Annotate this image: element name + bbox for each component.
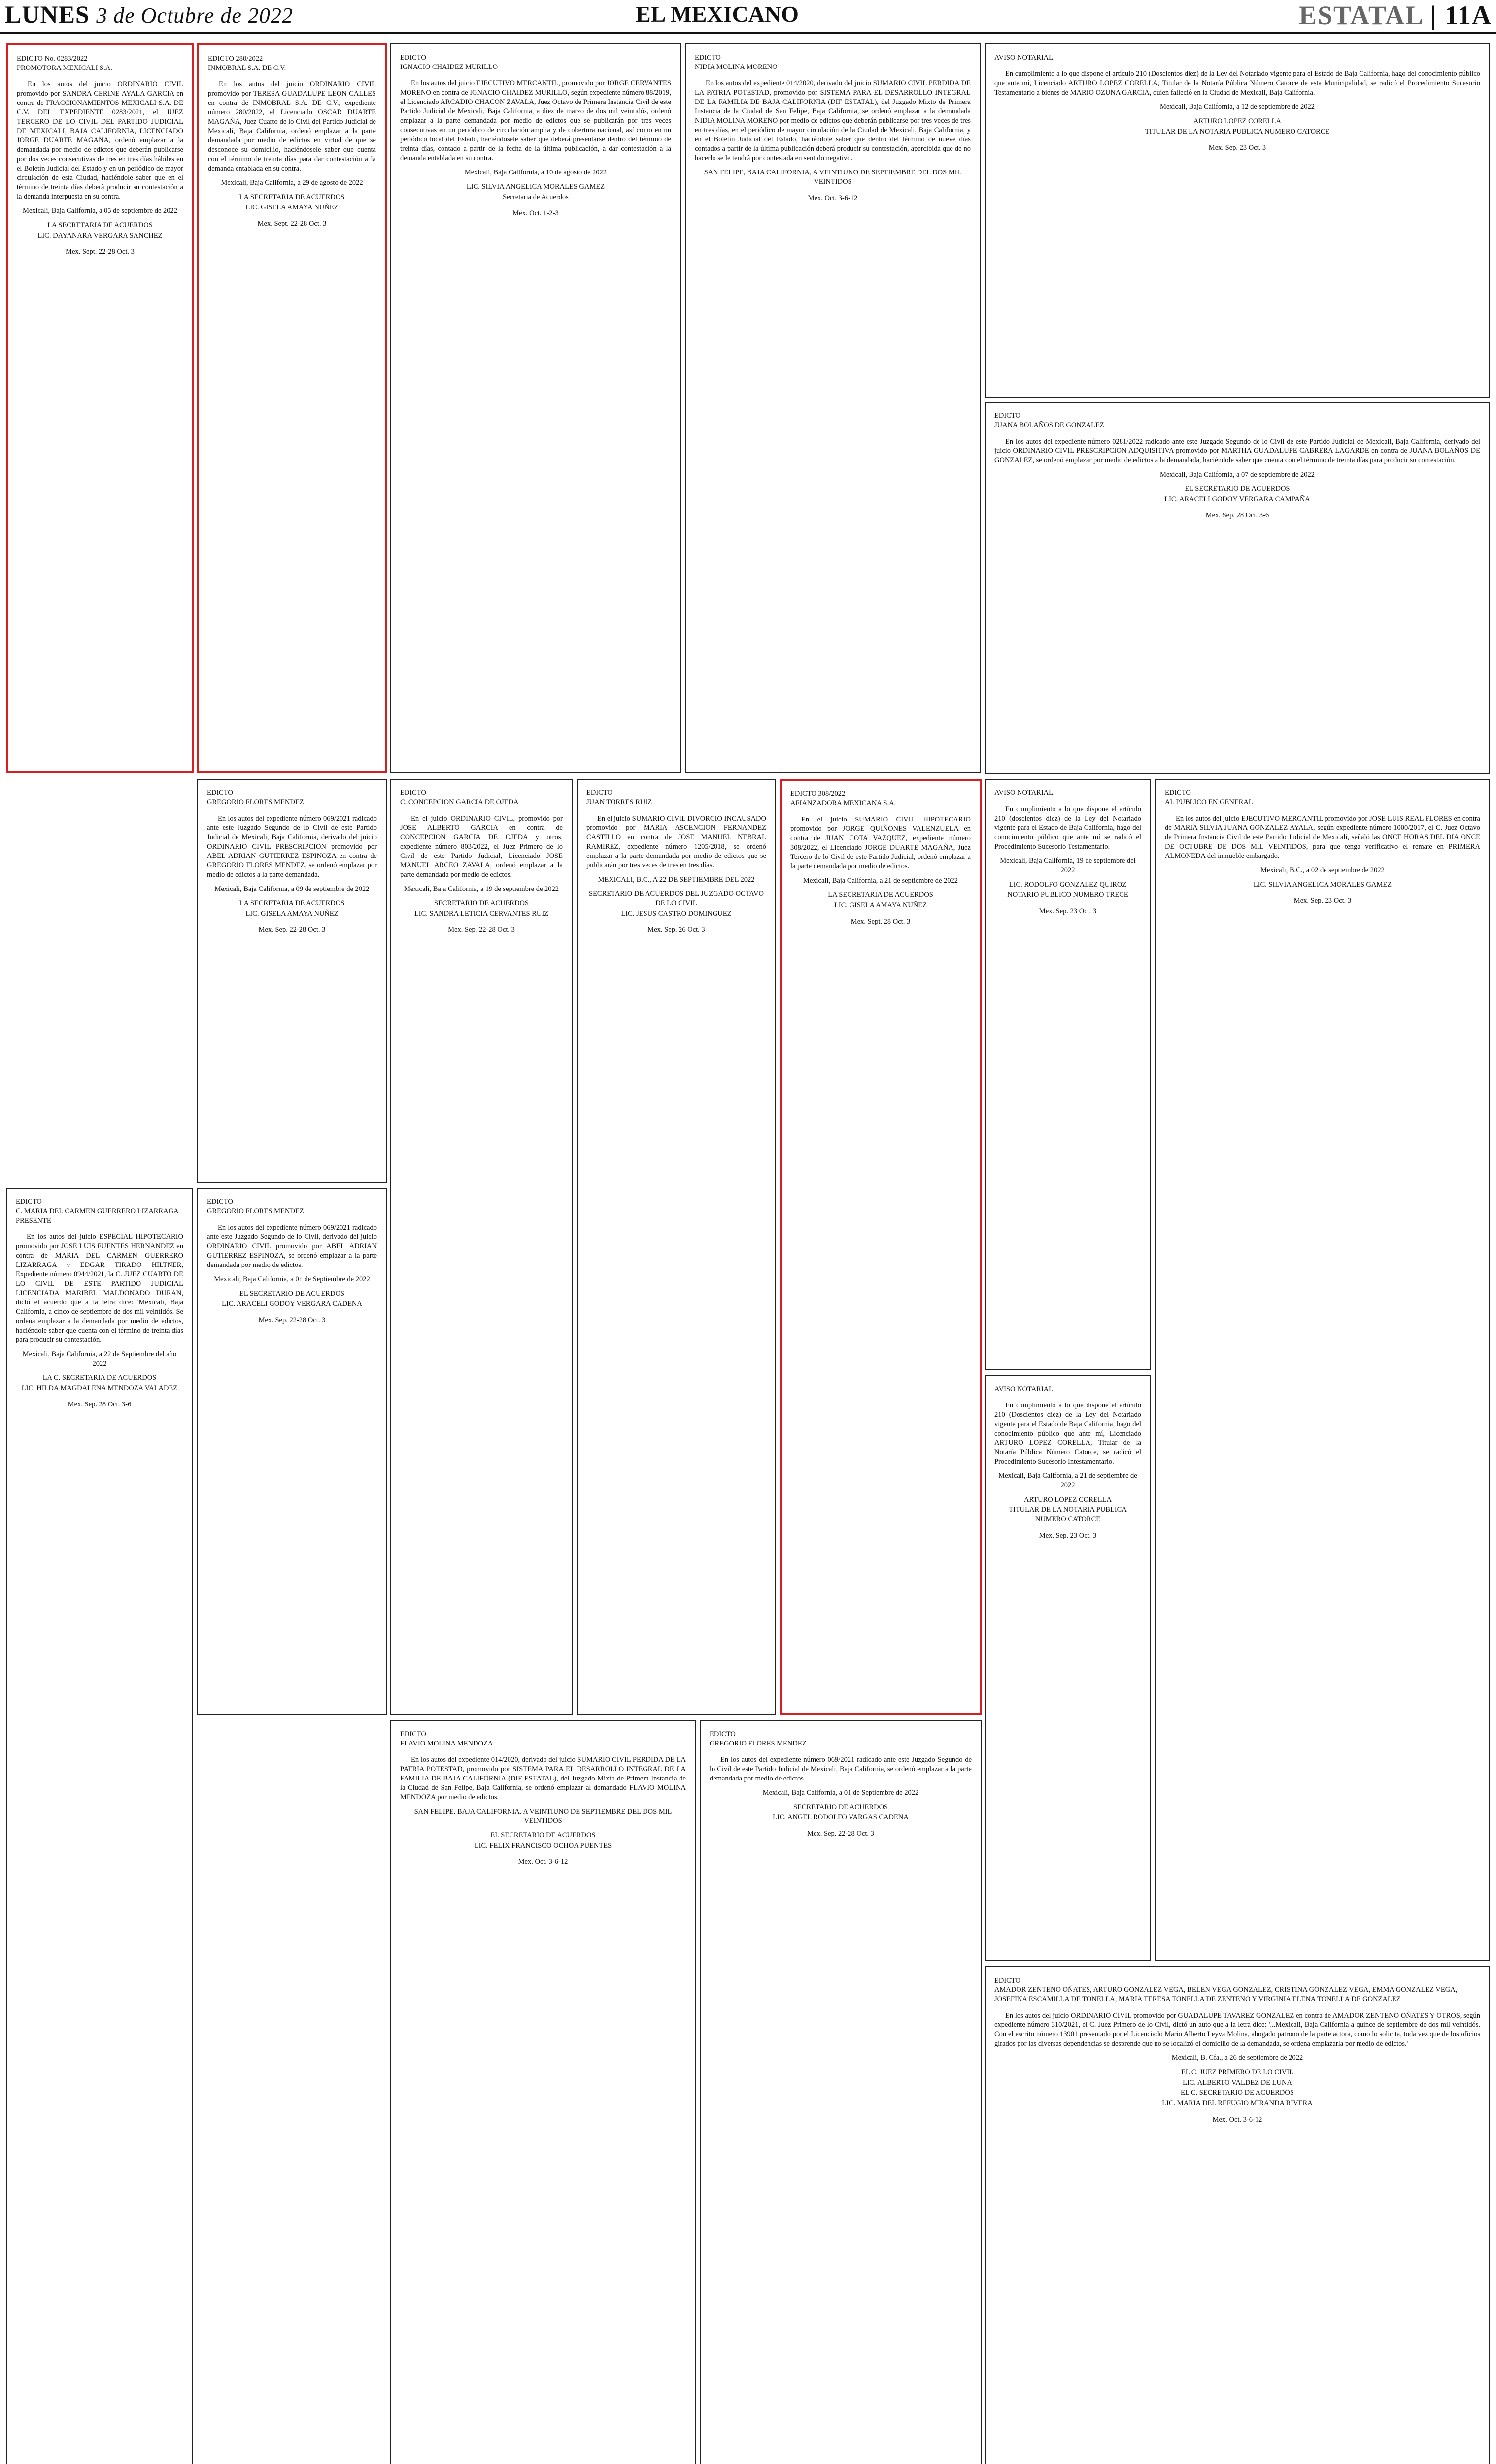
notice-heading bbox=[400, 1730, 686, 1748]
notice-heading-line: GREGORIO FLORES MENDEZ bbox=[207, 1207, 304, 1215]
notice-heading-line: EDICTO No. 0283/2022 bbox=[17, 55, 88, 63]
notice-heading bbox=[994, 788, 1141, 798]
masthead-section-name: ESTATAL bbox=[1298, 0, 1423, 30]
notice-heading-line: C. CONCEPCION GARCIA DE OJEDA bbox=[400, 798, 519, 806]
notice-body-paragraph: En cumplimiento a lo que dispone el artículo 210 (doscientos diez) de la Ley del Notariado vigente para el Estado de Baja California, hago del conocimiento público que ante mí se radicó el Procedimiento Sucesorio Testamentario. bbox=[994, 805, 1141, 851]
notice-signature-line: LIC. GISELA AMAYA NUÑEZ bbox=[245, 910, 339, 918]
notice-signature-line: LA SECRETARIA DE ACUERDOS bbox=[239, 193, 345, 201]
notice-heading bbox=[17, 54, 183, 73]
notice-heading bbox=[16, 1198, 183, 1226]
notice-place-date: Mexicali, Baja California, a 09 de septiembre de 2022 bbox=[214, 885, 370, 893]
notice-heading-line: EDICTO bbox=[400, 54, 426, 62]
legal-notice bbox=[390, 779, 573, 1715]
notice-heading-line: EDICTO 280/2022 bbox=[208, 55, 263, 63]
notice-heading-line: AFIANZADORA MEXICANA S.A. bbox=[790, 799, 896, 807]
notice-publication-ref: Mex. Sep. 23 Oct. 3 bbox=[1293, 897, 1352, 905]
legal-notice bbox=[1155, 779, 1490, 1961]
legal-notice bbox=[700, 1720, 982, 2464]
notice-heading-line: AL PUBLICO EN GENERAL bbox=[1165, 798, 1253, 806]
notice-heading-line: AMADOR ZENTENO OÑATES, ARTURO GONZALEZ VEGA, BELEN VEGA GONZALEZ, CRISTINA GONZALEZ VEGA, EMMA GONZALEZ VEGA, JOSEFINA ESCAMILLA DE TONELLA, MARIA TERESA TONELLA DE ZENTENO Y VIRGINIA ELENA TONELLA DE GONZALEZ bbox=[994, 1986, 1458, 2003]
notice-heading-line: EDICTO bbox=[994, 412, 1020, 420]
masthead-date bbox=[5, 0, 293, 29]
notice-body-paragraph: En los autos del expediente número 0281/2022 radicado ante este Juzgado Segundo de lo Civil de este Partido Judicial de Mexicali, Baja California, derivado del juicio ORDINARIO CIVIL PRESCRIPCION ADQUISITIVA promovido por MARTHA GUADALUPE CABRERA LAGARDE en contra de JUANA BOLAÑOS DE GONZALEZ, se ordenó emplazar por medio de edictos a la demandada, haciéndole saber que cuenta con el término de treinta días para producir su contestación. bbox=[994, 438, 1480, 464]
notice-heading bbox=[710, 1730, 972, 1748]
notice-body-paragraph: En los autos del juicio EJECUTIVO MERCANTIL, promovido por JORGE CERVANTES MORENO en contra de IGNACIO CHAIDEZ MURILLO, según expediente número 88/2019, el Licenciado ARCADIO CHACON ZAVALA, Juez Octavo de Primera Instancia Civil de este Partido Judicial de Mexicali, Baja California, a diez de marzo de dos mil veintidós, ordenó emplazar a la parte demandada por medio de edictos que se publicarán por tres veces consecutivas en un periódico de circulación amplia y de cobertura nacional, así como en un periódico local del Estado, haciéndosele saber que deberá presentarse dentro del término de treinta días, contado a partir de la fecha de la última publicación, a dar contestación a la demanda entablada en su contra. bbox=[400, 79, 671, 162]
legal-notice bbox=[985, 43, 1490, 398]
legal-notice bbox=[985, 779, 1151, 1370]
notice-publication-ref: Mex. Sep. 23 Oct. 3 bbox=[1208, 144, 1266, 152]
notice-signature-line: LIC. HILDA MAGDALENA MENDOZA VALADEZ bbox=[21, 1384, 178, 1392]
notice-heading-line: EDICTO bbox=[710, 1730, 736, 1738]
notice-body-paragraph: En cumplimiento a lo que dispone el artículo 210 (Doscientos diez) de la Ley del Notariado vigente para el Estado de Baja California, hago del conocimiento público que ante mí, Licenciado ARTURO LOPEZ CORELLA, Titular de la Notaría Pública Número Catorce, se radicó el Procedimiento Sucesorio Intestamentario. bbox=[994, 1402, 1141, 1466]
notice-body-paragraph: En los autos del expediente número 069/2021 radicado ante este Juzgado Segundo de lo Civil, derivado del juicio ORDINARIO CIVIL promovido por ABEL ADRIAN GUTIERREZ ESPINOZA, se ordenó emplazar a la parte demandada por medio de edictos. bbox=[207, 1224, 377, 1269]
notice-signature-line: LIC. JESUS CASTRO DOMINGUEZ bbox=[621, 910, 732, 918]
notice-heading-line: EDICTO bbox=[586, 789, 612, 797]
notice-heading-line: IGNACIO CHAIDEZ MURILLO bbox=[400, 63, 498, 71]
notice-signature-line: SECRETARIO DE ACUERDOS bbox=[793, 1803, 888, 1811]
legal-notice bbox=[197, 43, 387, 773]
notice-heading bbox=[790, 789, 971, 808]
notice-signature-line: LA C. SECRETARIA DE ACUERDOS bbox=[42, 1374, 157, 1382]
notice-place-date: MEXICALI, B.C., A 22 DE SEPTIEMBRE DEL 2022 bbox=[598, 876, 755, 884]
notice-heading bbox=[207, 1198, 377, 1216]
notice-heading-line: EDICTO bbox=[207, 789, 233, 797]
masthead-page-number: 11A bbox=[1444, 0, 1492, 30]
notice-signature-line: LIC. MARIA DEL REFUGIO MIRANDA RIVERA bbox=[1162, 2099, 1313, 2107]
notice-signature-line: LIC. FELIX FRANCISCO OCHOA PUENTES bbox=[474, 1842, 612, 1849]
notice-publication-ref: Mex. Oct. 1-2-3 bbox=[512, 209, 559, 217]
notice-publication-ref: Mex. Sep. 22-28 Oct. 3 bbox=[258, 926, 326, 934]
notice-signature-line: EL SECRETARIO DE ACUERDOS bbox=[239, 1290, 344, 1298]
masthead-rule bbox=[0, 32, 1496, 34]
legal-notice bbox=[6, 1188, 193, 2464]
legal-notice bbox=[6, 43, 194, 773]
notice-signature-line: ARTURO LOPEZ CORELLA bbox=[1193, 117, 1281, 125]
notice-signature-line: ARTURO LOPEZ CORELLA bbox=[1024, 1496, 1112, 1504]
notice-signature-line: LIC. ARACELI GODOY VERGARA CADENA bbox=[222, 1300, 362, 1308]
notice-heading bbox=[400, 53, 671, 72]
notice-heading-line: NIDIA MOLINA MORENO bbox=[695, 63, 778, 71]
notice-signature-line: LIC. ANGEL RODOLFO VARGAS CADENA bbox=[773, 1814, 909, 1821]
notice-heading-line: GREGORIO FLORES MENDEZ bbox=[207, 798, 304, 806]
notice-heading-line: PROMOTORA MEXICALI S.A. bbox=[17, 64, 112, 72]
notice-body-paragraph: En los autos del juicio ESPECIAL HIPOTECARIO promovido por JOSE LUIS FUENTES HERNANDEZ en contra de MARIA DEL CARMEN GUERRERO LIZARRAGA y EDGAR TIRADO HILTNER, Expediente número 0944/2021, la C. JUEZ CUARTO DE LO CIVIL DE ESTE PARTIDO JUDICIAL LICENCIADA MARIBEL MALDONADO DURAN, dictó el acuerdo que a la letra dice: 'Mexicali, Baja California, a cinco de septiembre de dos mil veintidós. Se ordena emplazar a la demandada por medio de edictos, haciéndole saber que cuenta con el término de treinta días para producir su contestación.' bbox=[16, 1233, 183, 1344]
notice-heading-line: AVISO NOTARIAL bbox=[994, 789, 1054, 797]
notice-signature-line: EL C. SECRETARIO DE ACUERDOS bbox=[1181, 2089, 1294, 2097]
notice-heading bbox=[400, 788, 563, 807]
notice-place-date: Mexicali, Baja California, a 22 de Septiembre del año 2022 bbox=[22, 1350, 177, 1368]
notice-signature-line: SECRETARIO DE ACUERDOS bbox=[434, 899, 529, 907]
notice-publication-ref: Mex. Oct. 3-6-12 bbox=[808, 194, 858, 202]
notice-place-date: Mexicali, Baja California, a 29 de agosto de 2022 bbox=[221, 179, 363, 187]
notice-signature-line: NOTARIO PUBLICO NUMERO TRECE bbox=[1007, 891, 1128, 899]
notice-signature-line: EL SECRETARIO DE ACUERDOS bbox=[490, 1831, 596, 1839]
masthead-date-text: 3 de Octubre de 2022 bbox=[96, 3, 293, 28]
notice-heading-line: EDICTO bbox=[207, 1198, 233, 1206]
notice-heading-line: AVISO NOTARIAL bbox=[994, 1385, 1054, 1393]
notice-place-date: Mexicali, Baja California, a 21 de septiembre de 2022 bbox=[998, 1472, 1137, 1489]
notice-heading bbox=[207, 788, 377, 807]
notice-publication-ref: Mex. Sep. 28 Oct. 3-6 bbox=[1205, 512, 1269, 519]
legal-notice bbox=[985, 1966, 1490, 2464]
notice-heading bbox=[586, 788, 766, 807]
notice-publication-ref: Mex. Sep. 22-28 Oct. 3 bbox=[448, 926, 515, 934]
notice-publication-ref: Mex. Sep. 22-28 Oct. 3 bbox=[258, 1316, 326, 1324]
masthead-paper-name: EL MEXICANO bbox=[636, 1, 799, 27]
notice-place-date: Mexicali, Baja California, a 12 de septiembre de 2022 bbox=[1159, 103, 1315, 111]
notice-heading bbox=[994, 53, 1480, 63]
notice-heading-line: EDICTO bbox=[16, 1198, 42, 1206]
notice-signature-line: TITULAR DE LA NOTARIA PUBLICA NUMERO CATORCE bbox=[1009, 1506, 1127, 1523]
notice-publication-ref: Mex. Oct. 3-6-12 bbox=[518, 1858, 568, 1866]
notice-signature-line: LIC. GISELA AMAYA NUÑEZ bbox=[245, 204, 339, 211]
notice-heading bbox=[695, 53, 971, 72]
legal-notice bbox=[390, 1720, 696, 2464]
notice-heading bbox=[1165, 788, 1480, 807]
notice-signature-line: LA SECRETARIA DE ACUERDOS bbox=[47, 221, 153, 229]
notice-publication-ref: Mex. Sep. 23 Oct. 3 bbox=[1039, 907, 1097, 915]
notice-signature-line: LA SECRETARIA DE ACUERDOS bbox=[828, 891, 933, 899]
notice-body-paragraph: En el juicio ORDINARIO CIVIL, promovido por JOSE ALBERTO GARCIA en contra de CONCEPCION GARCIA DE OJEDA y otros, expediente número 803/2022, el Juez Primero de lo Civil de este Partido Judicial, Licenciado JOSE MANUEL ARCEO ZAVALA, ordenó emplazar a la parte demandada por medio de edictos. bbox=[400, 815, 563, 879]
notice-heading-line: EDICTO bbox=[994, 1977, 1020, 1985]
notice-publication-ref: Mex. Sept. 22-28 Oct. 3 bbox=[257, 220, 327, 228]
notice-signature-line: LIC. SILVIA ANGELICA MORALES GAMEZ bbox=[1253, 881, 1392, 889]
masthead-section: ESTATAL | 11A bbox=[1298, 0, 1492, 30]
notice-body-paragraph: En los autos del expediente 014/2020, derivado del juicio SUMARIO CIVIL PERDIDA DE LA PATRIA POTESTAD, promovido por SISTEMA PARA EL DESARROLLO INTEGRAL DE LA FAMILIA DE BAJA CALIFORNIA (DIF ESTATAL), del Juzgado Mixto de Primera Instancia de la Ciudad de San Felipe, Baja California, se ordenó emplazar a la demandada NIDIA MOLINA MORENO por medio de edictos que deberán publicarse por tres veces de tres en tres días, en el periódico de mayor circulación de la Ciudad de Mexicali, Baja California, y en el Boletín Judicial del Estado, haciéndole saber que dentro del término de nueve días contados a partir de la última publicación deberá producir su contestación, apercibida que de no hacerlo se le tendrá por contestada en sentido negativo. bbox=[695, 79, 971, 162]
notice-place-date: SAN FELIPE, BAJA CALIFORNIA, A VEINTIUNO DE SEPTIEMBRE DEL DOS MIL VEINTIDOS bbox=[414, 1808, 672, 1825]
notice-signature-line: LIC. DAYANARA VERGARA SANCHEZ bbox=[37, 232, 163, 240]
notice-heading-line: GREGORIO FLORES MENDEZ bbox=[710, 1740, 807, 1747]
notice-place-date: Mexicali, Baja California, 19 de septiembre del 2022 bbox=[1000, 857, 1136, 874]
notice-place-date: SAN FELIPE, BAJA CALIFORNIA, A VEINTIUNO DE SEPTIEMBRE DEL DOS MIL VEINTIDOS bbox=[704, 169, 962, 186]
notice-body-paragraph: En los autos del expediente número 069/2021 radicado ante este Juzgado Segundo de lo Civil de este Partido Judicial de Mexicali, Baja California, derivado del juicio ORDINARIO CIVIL PRESCRIPCION promovido por ABEL ADRIAN GUTIERREZ ESPINOZA en contra de GREGORIO FLORES MENDEZ, se ordenó emplazar por medio de edictos a la parte demandada. bbox=[207, 815, 377, 879]
notice-heading-line: PRESENTE bbox=[16, 1217, 51, 1225]
notice-body-paragraph: En los autos del juicio ORDINARIO CIVIL promovido por SANDRA CERINE AYALA GARCIA en contra de FRACCIONAMIENTOS MEXICALI S.A. DE C.V. DEL EXPEDIENTE 0283/2021, el JUEZ TERCERO DE LO CIVIL DEL PARTIDO JUDICIAL DE MEXICALI, BAJA CALIFORNIA, LICENCIADO JORGE DUARTE MAGAÑA, ordenó emplazar a la demandada por medio de edictos que deberán publicarse por dos veces consecutivas de tres en tres días hábiles en el Boletín Judicial del Estado y en un periódico de mayor circulación de esta Ciudad, haciéndole saber que en el término de treinta días deberá producir su contestación a la demanda interpuesta en su contra. bbox=[17, 80, 183, 201]
notice-signature-line: SECRETARIO DE ACUERDOS DEL JUZGADO OCTAVO DE LO CIVIL bbox=[589, 890, 764, 907]
notice-publication-ref: Mex. Sept. 28 Oct. 3 bbox=[850, 918, 911, 925]
notice-body-paragraph: En el juicio SUMARIO CIVIL DIVORCIO INCAUSADO promovido por MARIA ASCENCION FERNANDEZ CASTILLO en contra de JOSE MANUEL NEBRAL RAMIREZ, expediente número 1205/2018, se ordenó emplazar a la parte demandada por medio de edictos que se publicarán por tres veces de tres en tres días. bbox=[586, 815, 766, 869]
legal-notice bbox=[390, 43, 681, 773]
notice-signature-line: LA SECRETARIA DE ACUERDOS bbox=[239, 899, 345, 907]
notice-signature-line: LIC. SANDRA LETICIA CERVANTES RUIZ bbox=[414, 910, 549, 918]
legal-notice bbox=[985, 402, 1490, 774]
notice-heading-line: JUANA BOLAÑOS DE GONZALEZ bbox=[994, 421, 1104, 429]
notice-heading bbox=[994, 1976, 1480, 2004]
masthead bbox=[0, 0, 1496, 30]
notice-signature-line: LIC. SILVIA ANGELICA MORALES GAMEZ bbox=[466, 183, 605, 191]
notice-heading-line: FLAVIO MOLINA MENDOZA bbox=[400, 1740, 493, 1747]
notice-signature-line: LIC. RODOLFO GONZALEZ QUIROZ bbox=[1009, 881, 1127, 889]
notice-heading-line: INMOBRAL S.A. DE C.V. bbox=[208, 64, 286, 72]
notice-signature-line: LIC. ARACELI GODOY VERGARA CAMPAÑA bbox=[1164, 495, 1310, 503]
notice-heading bbox=[208, 54, 376, 73]
notice-publication-ref: Mex. Sep. 23 Oct. 3 bbox=[1039, 1532, 1097, 1540]
notice-heading-line: EDICTO bbox=[400, 789, 426, 797]
notice-place-date: Mexicali, Baja California, a 19 de septiembre de 2022 bbox=[404, 885, 559, 893]
notice-body-paragraph: En el juicio SUMARIO CIVIL HIPOTECARIO promovido por JORGE QUIÑONES VALENZUELA en contra de JUAN COTA VAZQUEZ, expediente número 308/2022, el Licenciado JORGE DUARTE MAGAÑA, Juez Tercero de lo Civil de este Partido Judicial, ordenó emplazar a la parte demandada por medio de edictos. bbox=[790, 816, 971, 870]
notice-body-paragraph: En los autos del expediente 014/2020, derivado del juicio SUMARIO CIVIL PERDIDA DE LA PATRIA POTESTAD, promovido por SISTEMA PARA EL DESARROLLO INTEGRAL DE LA FAMILIA DE BAJA CALIFORNIA (DIF ESTATAL), del Juzgado Mixto de Primera Instancia de la Ciudad de San Felipe, Baja California, se ordenó emplazar al demandado FLAVIO MOLINA MENDOZA por medio de edictos. bbox=[400, 1756, 686, 1801]
notice-heading-line: C. MARIA DEL CARMEN GUERRERO LIZARRAGA bbox=[16, 1207, 179, 1215]
notice-place-date: Mexicali, B. Cfa., a 26 de septiembre de 2022 bbox=[1171, 2054, 1303, 2062]
notice-heading-line: JUAN TORRES RUIZ bbox=[586, 798, 652, 806]
legal-notice bbox=[685, 43, 981, 773]
notice-heading bbox=[994, 411, 1480, 430]
notice-heading bbox=[994, 1385, 1141, 1394]
masthead-day: LUNES bbox=[5, 0, 90, 28]
notice-signature-line: EL SECRETARIO DE ACUERDOS bbox=[1185, 485, 1290, 493]
notice-signature-line: Secretaria de Acuerdos bbox=[503, 193, 569, 201]
legal-notice bbox=[780, 779, 982, 1715]
notice-heading-line: EDICTO bbox=[1165, 789, 1191, 797]
notice-place-date: Mexicali, Baja California, a 21 de septiembre de 2022 bbox=[803, 877, 958, 885]
notice-publication-ref: Mex. Oct. 3-6-12 bbox=[1212, 2116, 1262, 2123]
notice-body-paragraph: En los autos del juicio ORDINARIO CIVIL promovido por TERESA GUADALUPE LEON CALLES en contra de INMOBRAL S.A. DE C.V., expediente número 280/2022, el Licenciado OSCAR DUARTE MAGAÑA, Juez Cuarto de lo Civil del Partido Judicial de Mexicali, Baja California, ordenó emplazar a la parte demandada por medio de edictos en virtud de que se desconoce su domicilio, haciéndosele saber que cuenta con el término de treinta días para dar contestación a la demanda entablada en su contra. bbox=[208, 80, 376, 172]
legal-notice bbox=[577, 779, 776, 1715]
notice-publication-ref: Mex. Sept. 22-28 Oct. 3 bbox=[66, 248, 135, 256]
notice-signature-line: LIC. GISELA AMAYA NUÑEZ bbox=[834, 901, 927, 909]
notice-heading-line: EDICTO bbox=[400, 1730, 426, 1738]
notice-place-date: Mexicali, Baja California, a 01 de Septiembre de 2022 bbox=[214, 1275, 370, 1283]
notice-place-date: Mexicali, Baja California, a 05 de septiembre de 2022 bbox=[22, 207, 178, 215]
notice-body-paragraph: En los autos del juicio ORDINARIO CIVIL promovido por GUADALUPE TAVAREZ GONZALEZ en contra de AMADOR ZENTENO OÑATES Y OTROS, según expediente número 310/2021, el C. Juez Primero de lo Civil, dictó un auto que a la letra dice: '...Mexicali, Baja California a quince de septiembre de dos mil veintidós. Con el escrito número 13901 presentado por el Licenciado Mario Alberto Leyva Molina, abogado patrono de la parte actora, como lo solicita, toda vez que de los oficios girados por las diversas dependencias se desprende que no se localizó el domicilio de la demandada, se ordena emplazarla por medio de edictos.' bbox=[994, 2012, 1480, 2048]
notice-body-paragraph: En los autos del juicio EJECUTIVO MERCANTIL promovido por JOSE LUIS REAL FLORES en contra de MARIA SILVIA JUANA GONZALEZ AYALA, según expediente número 1000/2017, el C. Juez Octavo de Primera Instancia Civil de este Partido Judicial de Mexicali, señaló las ONCE HORAS DEL DIA ONCE DE OCTUBRE DE DOS MIL VEINTIDOS, para que tenga verificativo el remate en PRIMERA ALMONEDA del inmueble embargado. bbox=[1165, 815, 1480, 860]
notice-place-date: Mexicali, Baja California, a 07 de septiembre de 2022 bbox=[1159, 471, 1315, 479]
legal-notice bbox=[197, 1188, 387, 1715]
notice-place-date: Mexicali, Baja California, a 01 de Septiembre de 2022 bbox=[762, 1789, 919, 1797]
notice-body-paragraph: En cumplimiento a lo que dispone el artículo 210 (Doscientos diez) de la Ley del Notariado vigente para el Estado de Baja California, hago del conocimiento público que ante mí, Licenciado ARTURO LOPEZ CORELLA, Titular de la Notaría Pública Número Catorce de esta Municipalidad, se radicó el Procedimiento Sucesorio Testamentario a bienes de MARIO OZUNA GARCIA, quien falleció en la Ciudad de Mexicali, Baja California. bbox=[994, 70, 1480, 97]
notice-body-paragraph: En los autos del expediente número 069/2021 radicado ante este Juzgado Segundo de lo Civil de este Partido Judicial de Mexicali, Baja California, se ordenó emplazar a la parte demandada por medio de edictos. bbox=[710, 1756, 972, 1782]
notice-heading-line: EDICTO 308/2022 bbox=[790, 790, 846, 798]
notice-publication-ref: Mex. Sep. 26 Oct. 3 bbox=[647, 926, 705, 934]
notice-signature-line: TITULAR DE LA NOTARIA PUBLICA NUMERO CATORCE bbox=[1145, 128, 1330, 136]
notice-signature-line: EL C. JUEZ PRIMERO DE LO CIVIL bbox=[1181, 2068, 1293, 2076]
legal-notice bbox=[985, 1375, 1151, 1961]
notice-signature-line: LIC. ALBERTO VALDEZ DE LUNA bbox=[1183, 2079, 1292, 2087]
notice-publication-ref: Mex. Sep. 28 Oct. 3-6 bbox=[68, 1401, 132, 1408]
legal-notice bbox=[197, 779, 387, 1183]
notice-place-date: Mexicali, Baja California, a 10 de agosto de 2022 bbox=[464, 169, 607, 176]
notice-place-date: Mexicali, B.C., a 02 de septiembre de 2022 bbox=[1260, 866, 1385, 874]
notice-heading-line: AVISO NOTARIAL bbox=[994, 54, 1054, 62]
notice-publication-ref: Mex. Sep. 22-28 Oct. 3 bbox=[807, 1830, 874, 1838]
notice-heading-line: EDICTO bbox=[695, 54, 721, 62]
